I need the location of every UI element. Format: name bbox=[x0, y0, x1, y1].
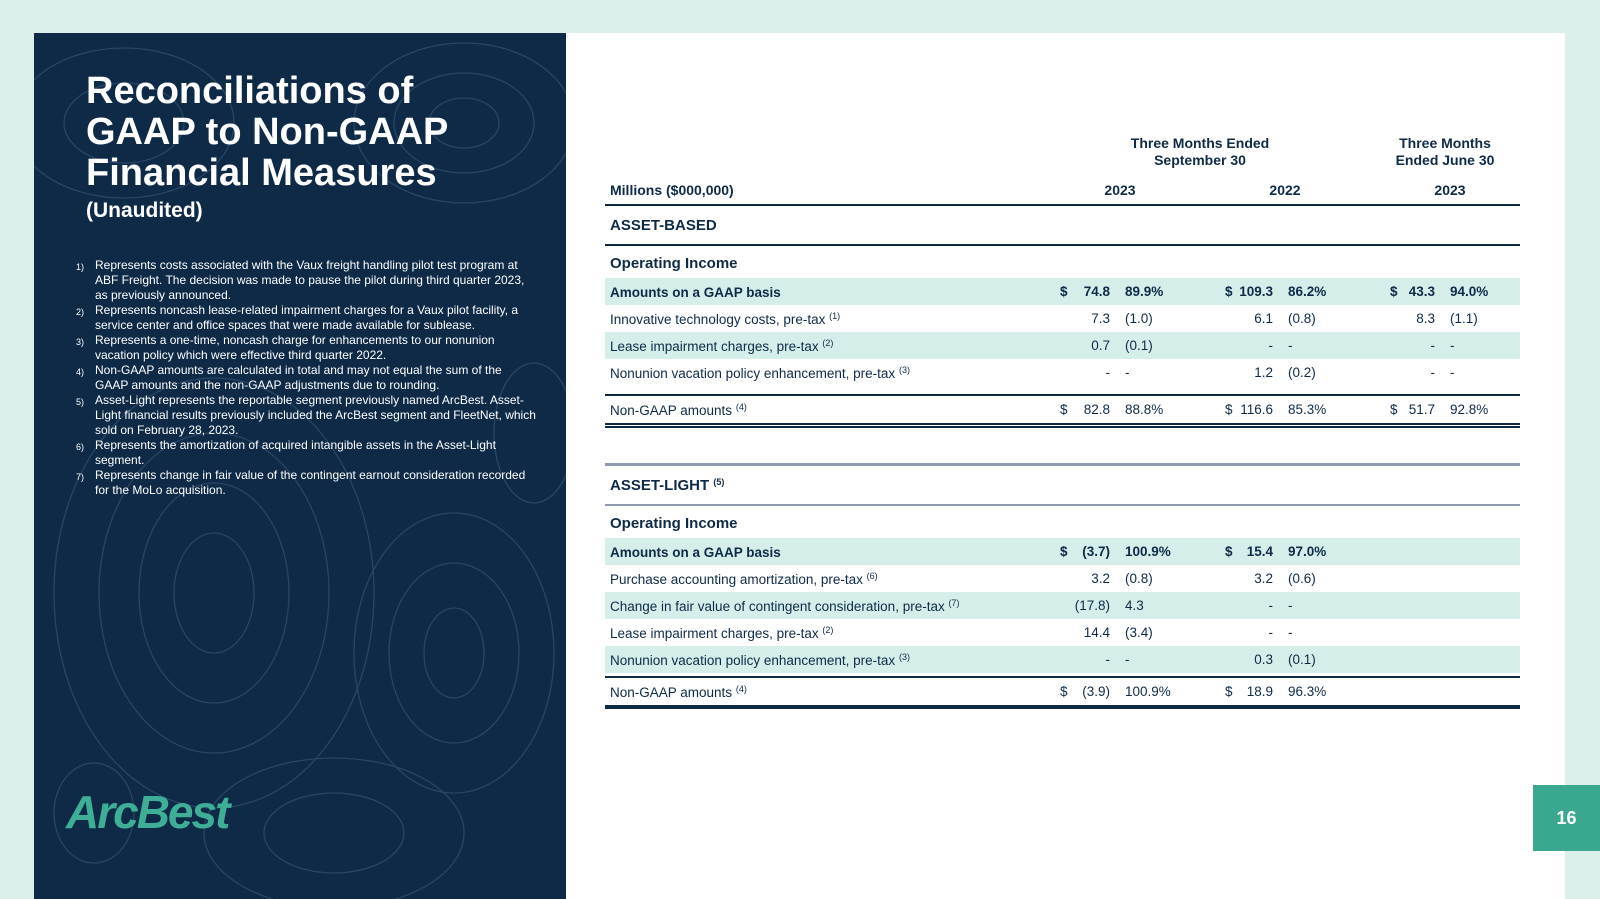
value-cell: - bbox=[1105, 652, 1110, 667]
table-row bbox=[605, 538, 1520, 565]
percent-cell: (0.1) bbox=[1125, 338, 1153, 353]
value-cell: - bbox=[1268, 625, 1273, 640]
percent-cell: (0.8) bbox=[1288, 311, 1316, 326]
row-label: Innovative technology costs, pre-tax $^{(1)}$ bbox=[610, 310, 841, 327]
value-cell: 109.3 bbox=[1239, 284, 1273, 299]
currency-symbol: $ bbox=[1060, 402, 1068, 417]
total-double-rule bbox=[605, 705, 1520, 709]
footnote-text: Represents the amortization of acquired intangible assets in the Asset-Light segment. bbox=[95, 438, 496, 467]
row-label: Non-GAAP amounts $^{(4)}$ bbox=[610, 401, 747, 418]
logo-text: ArcBest bbox=[66, 786, 229, 838]
subsection-title: Operating Income bbox=[610, 515, 738, 532]
section-title: ASSET-BASED bbox=[610, 216, 717, 234]
table-row bbox=[605, 592, 1520, 619]
currency-symbol: $ bbox=[1225, 544, 1233, 559]
percent-cell: (0.2) bbox=[1288, 365, 1316, 380]
value-cell: - bbox=[1105, 365, 1110, 380]
value-cell: (3.7) bbox=[1082, 544, 1110, 559]
footnote-number: 2) bbox=[76, 307, 85, 317]
percent-cell: 89.9% bbox=[1125, 284, 1164, 299]
percent-cell: (0.8) bbox=[1125, 571, 1153, 586]
value-cell: (17.8) bbox=[1074, 598, 1110, 613]
footnote bbox=[76, 303, 536, 333]
currency-symbol: $ bbox=[1225, 402, 1233, 417]
currency-symbol: $ bbox=[1225, 284, 1233, 299]
value-cell: - bbox=[1430, 338, 1435, 353]
subsection-title: Operating Income bbox=[610, 255, 738, 272]
footnote-text: Represents noncash lease-related impairment charges for a Vaux pilot facility, a service center and office spaces that were made available for sublease. bbox=[95, 303, 519, 332]
table-row bbox=[605, 359, 1520, 386]
row-label: Purchase accounting amortization, pre-tax $^{(6)}$ bbox=[610, 570, 878, 587]
footnote bbox=[76, 393, 536, 438]
header-year-3: 2023 bbox=[1434, 182, 1466, 198]
currency-symbol: $ bbox=[1060, 544, 1068, 559]
percent-cell: 92.8% bbox=[1450, 402, 1489, 417]
table-row bbox=[605, 678, 1520, 705]
footnote bbox=[76, 333, 536, 363]
footnote bbox=[76, 363, 536, 393]
row-label: Amounts on a GAAP basis bbox=[610, 544, 781, 560]
percent-cell: - bbox=[1288, 598, 1293, 613]
percent-cell: - bbox=[1125, 365, 1130, 380]
percent-cell: (0.6) bbox=[1288, 571, 1316, 586]
section-asset-based bbox=[605, 206, 1520, 244]
page-number: 16 bbox=[1533, 785, 1600, 851]
section-asset-light bbox=[605, 466, 1520, 504]
table-row bbox=[605, 565, 1520, 592]
row-label: Non-GAAP amounts $^{(4)}$ bbox=[610, 683, 747, 700]
currency-symbol: $ bbox=[1390, 402, 1398, 417]
currency-symbol: $ bbox=[1060, 284, 1068, 299]
percent-cell: 100.9% bbox=[1125, 684, 1171, 699]
table-row bbox=[605, 619, 1520, 646]
percent-cell: - bbox=[1450, 365, 1455, 380]
value-cell: 6.1 bbox=[1254, 311, 1273, 326]
footnote-number: 4) bbox=[76, 367, 85, 377]
footnote-number: 6) bbox=[76, 442, 85, 452]
header-group-june: Three Months Ended June 30 bbox=[1395, 135, 1495, 168]
subsection-operating-income bbox=[605, 246, 1520, 278]
value-cell: 74.8 bbox=[1083, 284, 1110, 299]
currency-symbol: $ bbox=[1060, 684, 1068, 699]
section-title: ASSET-LIGHT $^{(5)}$ bbox=[610, 476, 725, 494]
left-panel bbox=[34, 33, 566, 899]
value-cell: 0.3 bbox=[1254, 652, 1273, 667]
value-cell: 8.3 bbox=[1416, 311, 1435, 326]
footnotes bbox=[76, 258, 536, 498]
table-row bbox=[605, 278, 1520, 305]
row-label: Lease impairment charges, pre-tax $^{(2)}$ bbox=[610, 337, 834, 354]
value-cell: - bbox=[1430, 365, 1435, 380]
reconciliation-table bbox=[605, 130, 1520, 709]
footnote-text: Represents costs associated with the Vaux freight handling pilot test program at ABF Freight. The decision was made to pause the pilot during third quarter 2023, as previously announced. bbox=[95, 258, 525, 302]
percent-cell: 88.8% bbox=[1125, 402, 1164, 417]
table-row bbox=[605, 396, 1520, 423]
value-cell: 18.9 bbox=[1246, 684, 1273, 699]
header-year-2: 2022 bbox=[1269, 182, 1301, 198]
percent-cell: (1.0) bbox=[1125, 311, 1153, 326]
currency-symbol: $ bbox=[1390, 284, 1398, 299]
footnote bbox=[76, 438, 536, 468]
value-cell: (3.9) bbox=[1082, 684, 1110, 699]
page-title: Reconciliations of GAAP to Non-GAAP Financial Measures bbox=[86, 70, 448, 194]
value-cell: 3.2 bbox=[1091, 571, 1110, 586]
footnote bbox=[76, 468, 536, 498]
percent-cell: 96.3% bbox=[1288, 684, 1327, 699]
value-cell: 116.6 bbox=[1240, 402, 1273, 417]
footnote bbox=[76, 258, 536, 303]
percent-cell: 85.3% bbox=[1288, 402, 1327, 417]
footnote-number: 3) bbox=[76, 337, 85, 347]
value-cell: 82.8 bbox=[1083, 402, 1110, 417]
footnote-number: 7) bbox=[76, 472, 85, 482]
row-label: Amounts on a GAAP basis bbox=[610, 284, 781, 300]
header-year-1: 2023 bbox=[1104, 182, 1136, 198]
footnote-text: Represents a one-time, noncash charge for enhancements to our nonunion vacation policy which were effective third quarter 2022. bbox=[95, 333, 495, 362]
value-cell: - bbox=[1268, 338, 1273, 353]
footnote-text: Non-GAAP amounts are calculated in total and may not equal the sum of the GAAP amounts and the non-GAAP adjustments due to rounding. bbox=[95, 363, 502, 392]
percent-cell: - bbox=[1288, 625, 1293, 640]
arcbest-logo bbox=[66, 785, 228, 839]
table-row bbox=[605, 646, 1520, 673]
percent-cell: (0.1) bbox=[1288, 652, 1316, 667]
footnote-text: Asset-Light represents the reportable segment previously named ArcBest. Asset-Light financial results previously included the ArcBest segment and FleetNet, which sold on February 28, 2023. bbox=[95, 393, 536, 437]
footnote-text: Represents change in fair value of the contingent earnout consideration recorded for the MoLo acquisition. bbox=[95, 468, 526, 497]
percent-cell: - bbox=[1288, 338, 1293, 353]
table-row bbox=[605, 305, 1520, 332]
header-units: Millions ($000,000) bbox=[610, 182, 734, 198]
percent-cell: 4.3 bbox=[1125, 598, 1144, 613]
table-header bbox=[605, 130, 1520, 204]
subsection-operating-income bbox=[605, 506, 1520, 538]
row-label: Change in fair value of contingent consideration, pre-tax $^{(7)}$ bbox=[610, 597, 960, 614]
currency-symbol: $ bbox=[1225, 684, 1233, 699]
value-cell: 1.2 bbox=[1254, 365, 1273, 380]
percent-cell: 100.9% bbox=[1125, 544, 1171, 559]
percent-cell: - bbox=[1450, 338, 1455, 353]
percent-cell: 97.0% bbox=[1288, 544, 1327, 559]
percent-cell: (1.1) bbox=[1450, 311, 1478, 326]
header-group-september: Three Months Ended September 30 bbox=[1130, 135, 1270, 168]
value-cell: 0.7 bbox=[1091, 338, 1110, 353]
row-label: Lease impairment charges, pre-tax $^{(2)}$ bbox=[610, 624, 834, 641]
percent-cell: 86.2% bbox=[1288, 284, 1327, 299]
footnote-number: 1) bbox=[76, 262, 85, 272]
value-cell: 7.3 bbox=[1091, 311, 1110, 326]
row-label: Nonunion vacation policy enhancement, pre-tax $^{(3)}$ bbox=[610, 364, 910, 381]
percent-cell: - bbox=[1125, 652, 1130, 667]
table-row bbox=[605, 332, 1520, 359]
footnote-number: 5) bbox=[76, 397, 85, 407]
value-cell: 15.4 bbox=[1246, 544, 1273, 559]
value-cell: 51.7 bbox=[1408, 402, 1435, 417]
value-cell: 43.3 bbox=[1408, 284, 1435, 299]
value-cell: 3.2 bbox=[1254, 571, 1273, 586]
value-cell: 14.4 bbox=[1083, 625, 1110, 640]
value-cell: - bbox=[1268, 598, 1273, 613]
page-subtitle: (Unaudited) bbox=[86, 199, 203, 222]
row-label: Nonunion vacation policy enhancement, pre-tax $^{(3)}$ bbox=[610, 651, 910, 668]
percent-cell: (3.4) bbox=[1125, 625, 1153, 640]
percent-cell: 94.0% bbox=[1450, 284, 1489, 299]
